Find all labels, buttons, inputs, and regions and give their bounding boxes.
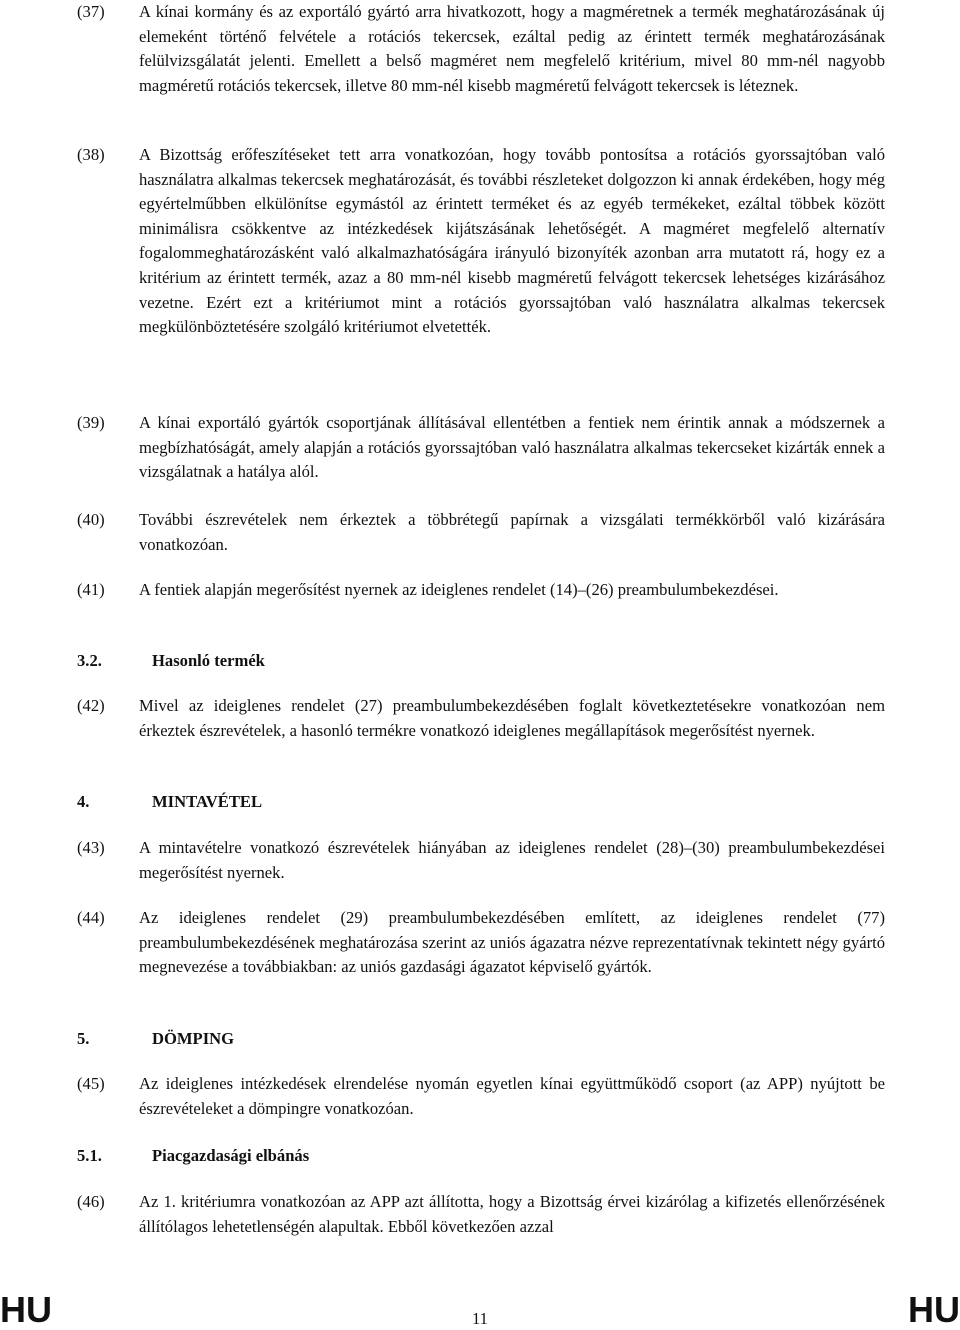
paragraph-text: A Bizottság erőfeszítéseket tett arra vonatkozóan, hogy tovább pontosítsa a rotációs gyorssajtóban való használatra alkalmas tekercsek meghatározását, és további részleteket dolgozzon ki annak érdekében, hogy még egyértelműbben elkülönítse egymástól az érintett terméket és az egyéb termékeket, ezáltal többek között minimálisra csökkentve az intézkedések kijátszásának lehetőségét. A magméret megfelelő alternatív fogalommeghatározásként való alkalmazhatóságára irányuló bizonyíték azonban arra mutatott rá, hogy ez a kritérium az érintett termék, azaz a 80 mm-nél kisebb magméretű felvágott tekercsek lehetséges kizárásához vezetne. Ezért ezt a kritériumot mint a rotációs gyorssajtóban való használatra alkalmas tekercsek megkülönböztetésére szolgáló kritériumot elvetették. (139, 145, 885, 337)
section-title: Piacgazdasági elbánás (152, 1146, 310, 1165)
section-number: 4. (77, 792, 90, 811)
paragraph-number: (42) (77, 696, 105, 715)
section-title: DÖMPING (152, 1029, 235, 1048)
paragraph-37 (77, 0, 885, 98)
paragraph-text: Az 1. kritériumra vonatkozóan az APP azt állította, hogy a Bizottság érvei kizárólag a kifizetés ellenőrzésének állítólagos lehetetlenségén alapultak. Ebből következően azzal (139, 1192, 885, 1236)
paragraph-number: (43) (77, 838, 105, 857)
paragraph-number: (39) (77, 413, 105, 432)
paragraph-number: (41) (77, 580, 105, 599)
paragraph-38 (77, 143, 885, 340)
paragraph-40 (77, 508, 885, 557)
section-heading-5-1 (77, 1144, 309, 1168)
paragraph-text: A kínai kormány és az exportáló gyártó arra hivatkozott, hogy a magméretnek a termék meghatározásának új elemeként történő felvétele a rotációs tekercsek, ezáltal pedig az érintett termék meghatározásának felülvizsgálatát jelenti. Emellett a belső magméret nem megfelelő kritérium, mivel 80 mm-nél nagyobb magméretű rotációs tekercsek, illetve 80 mm-nél kisebb magméretű felvágott tekercsek is léteznek. (139, 2, 885, 95)
paragraph-number: (40) (77, 510, 105, 529)
section-heading-3-2 (77, 649, 265, 673)
paragraph-42 (77, 694, 885, 743)
footer-language-left: HU (0, 1289, 52, 1330)
paragraph-number: (38) (77, 145, 105, 164)
paragraph-43 (77, 836, 885, 885)
paragraph-text: Az ideiglenes intézkedések elrendelése nyomán egyetlen kínai együttműködő csoport (az APP) nyújtott be észrevételeket a dömpingre vonatkozóan. (139, 1074, 885, 1118)
paragraph-46 (77, 1190, 885, 1239)
paragraph-text: További észrevételek nem érkeztek a többrétegű papírnak a vizsgálati termékkörből való kizárására vonatkozóan. (139, 510, 885, 554)
paragraph-number: (44) (77, 908, 105, 927)
page-number: 11 (472, 1309, 488, 1328)
section-title: MINTAVÉTEL (152, 792, 263, 811)
paragraph-number: (46) (77, 1192, 105, 1211)
paragraph-text: A mintavételre vonatkozó észrevételek hiányában az ideiglenes rendelet (28)–(30) preambulumbekezdései megerősítést nyernek. (139, 838, 885, 882)
paragraph-number: (45) (77, 1074, 105, 1093)
paragraph-text: Az ideiglenes rendelet (29) preambulumbekezdésében említett, az ideiglenes rendelet (77) preambulumbekezdésének meghatározása szerint az uniós ágazatra nézve reprezentatívnak tekintett négy gyártó megnevezése a továbbiakban: az uniós gazdasági ágazatot képviselő gyártók. (139, 908, 885, 977)
paragraph-45 (77, 1072, 885, 1121)
section-heading-4 (77, 790, 262, 814)
paragraph-39 (77, 411, 885, 485)
section-number: 3.2. (77, 651, 102, 670)
footer-language-right: HU (908, 1289, 960, 1330)
paragraph-text: Mivel az ideiglenes rendelet (27) preambulumbekezdésében foglalt következtetésekre vonatkozóan nem érkeztek észrevételek, a hasonló termékre vonatkozó ideiglenes megállapítások megerősítést nyernek. (139, 696, 885, 740)
section-heading-5 (77, 1027, 234, 1051)
section-title: Hasonló termék (152, 651, 265, 670)
paragraph-text: A kínai exportáló gyártók csoportjának állításával ellentétben a fentiek nem érintik annak a módszernek a megbízhatóságát, amely alapján a rotációs gyorssajtóban való használatra alkalmas tekercseket kizárták ennek a vizsgálatnak a hatálya alól. (139, 413, 885, 482)
paragraph-text: A fentiek alapján megerősítést nyernek az ideiglenes rendelet (14)–(26) preambulumbekezdései. (139, 580, 779, 599)
paragraph-41 (77, 578, 885, 603)
paragraph-number: (37) (77, 2, 105, 21)
section-number: 5. (77, 1029, 90, 1048)
paragraph-44 (77, 906, 885, 980)
section-number: 5.1. (77, 1146, 102, 1165)
